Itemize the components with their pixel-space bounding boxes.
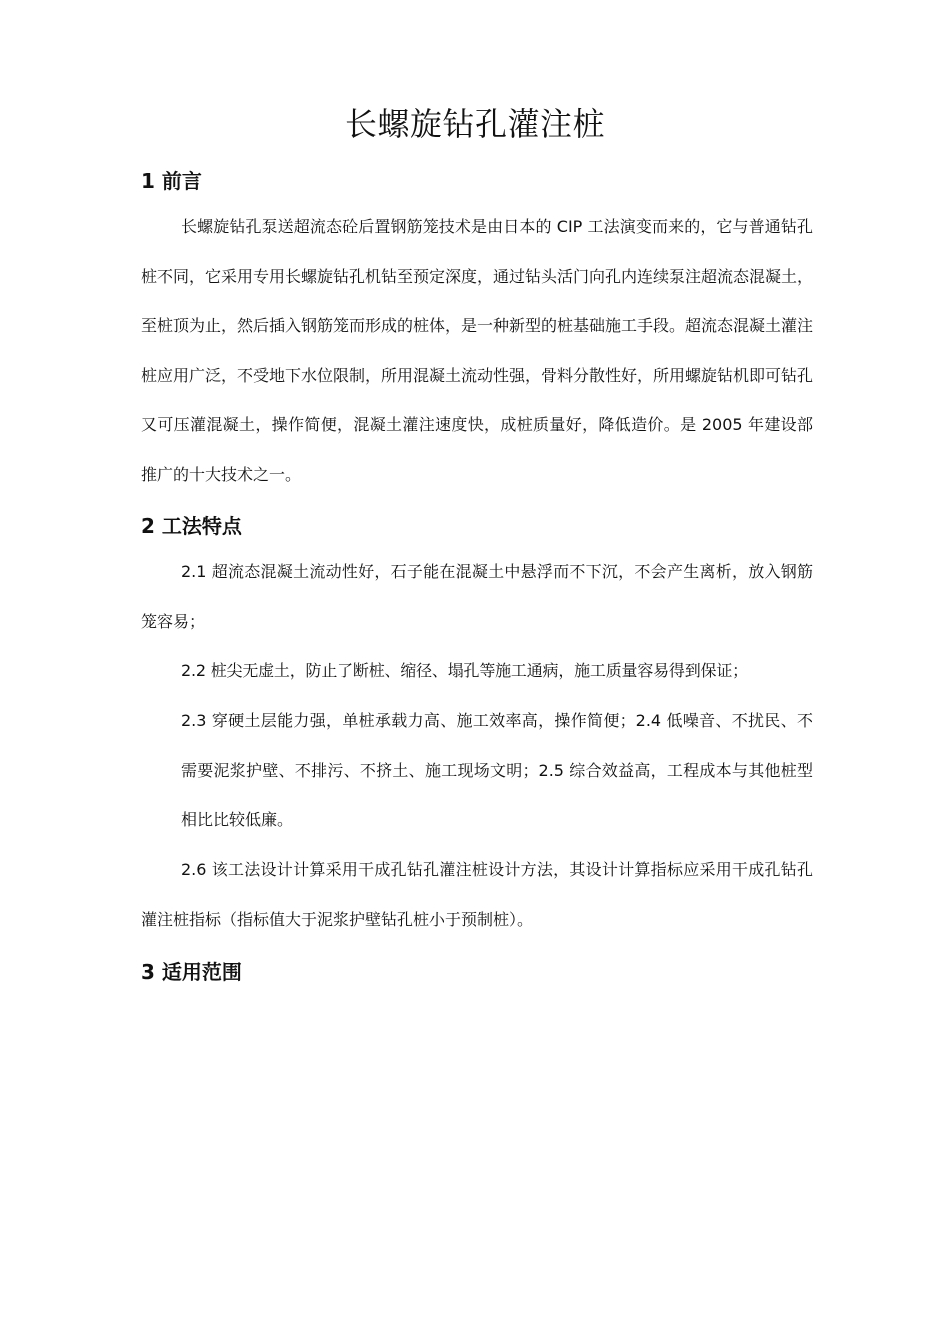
section-heading-preface: 1 前言 bbox=[141, 169, 202, 193]
document-title: 长螺旋钻孔灌注桩 bbox=[344, 105, 605, 143]
paragraph-feature-2-2: 2.2 桩尖无虚土，防止了断桩、缩径、塌孔等施工通病，施工质量容易得到保证； bbox=[181, 661, 748, 680]
paragraph-preface: 长螺旋钻孔泵送超流态砼后置钢筋笼技术是由日本的 CIP 工法演变而来的，它与普通钻孔桩不同，它采用专用长螺旋钻孔机钻至预定深度，通过钻头活门向孔内连续泵注超流态混凝土，至桩顶为止，然后插入钢筋笼而形成的桩体，是一种新型的桩基础施工手段。超流态混凝土灌注桩应用广泛，不受地下水位限制，所用混凝土流动性强，骨料分散性好，所用螺旋钻机即可钻孔又可压灌混凝土，操作简便，混凝土灌注速度快，成桩质量好，降低造价。是 2005 年建设部推广的十大技术之一。 bbox=[141, 217, 814, 484]
paragraph-feature-2-1: 2.1 超流态混凝土流动性好，石子能在混凝土中悬浮而不下沉，不会产生离析，放入钢筋笼容易； bbox=[141, 562, 813, 631]
paragraph-feature-2-6: 2.6 该工法设计计算采用干成孔钻孔灌注桩设计方法，其设计计算指标应采用干成孔钻孔灌注桩指标（指标值大于泥浆护壁钻孔桩小于预制桩）。 bbox=[141, 860, 813, 929]
section-heading-method-features: 2 工法特点 bbox=[141, 514, 242, 538]
paragraph-feature-2-3-to-2-5: 2.3 穿硬土层能力强，单桩承载力高、施工效率高，操作简便；2.4 低噪音、不扰民、不需要泥浆护壁、不排污、不挤土、施工现场文明；2.5 综合效益高，工程成本与其他桩型相比比较低廉。 bbox=[181, 711, 813, 829]
section-heading-scope: 3 适用范围 bbox=[141, 960, 242, 984]
